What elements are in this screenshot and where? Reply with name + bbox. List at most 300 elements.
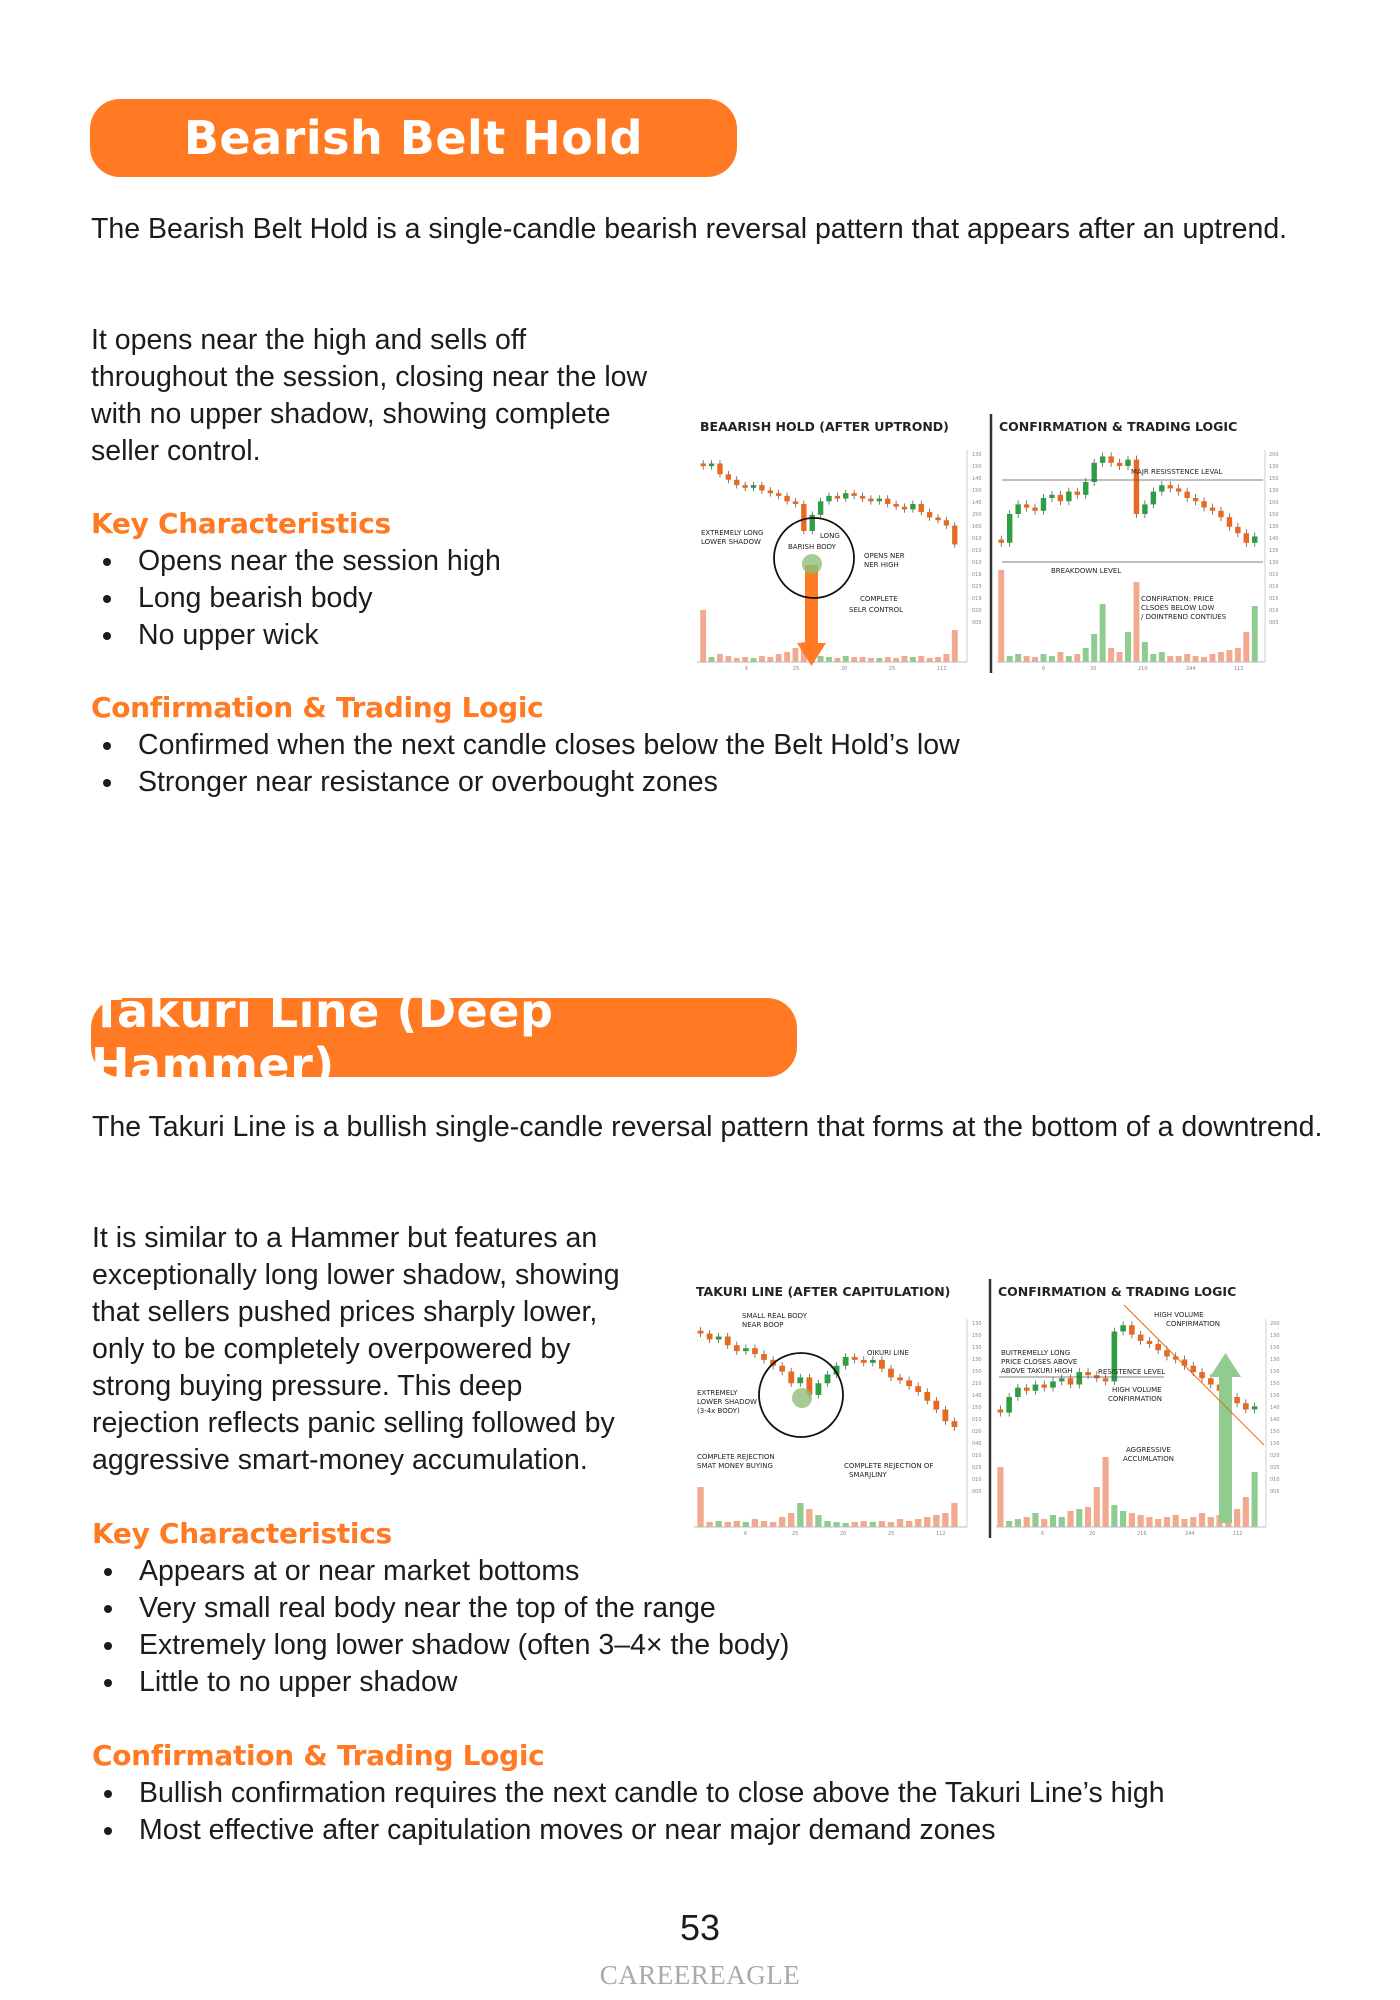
volume-bar — [700, 610, 706, 662]
volume-bar — [1138, 1515, 1144, 1527]
axis-label: 140 — [1270, 1405, 1280, 1411]
key-characteristics-heading: Key Characteristics — [92, 1517, 392, 1550]
axis-label: 010 — [972, 1477, 982, 1483]
volume-bar — [1007, 656, 1013, 662]
candle-body — [1138, 1335, 1144, 1341]
volume-bar — [1032, 1513, 1038, 1527]
tick-label: 25 — [889, 666, 896, 672]
candle-body — [1190, 1366, 1196, 1372]
axis-label: 005 — [1270, 1489, 1280, 1495]
candle-body — [726, 474, 731, 479]
candle-body — [801, 504, 806, 531]
candle-body — [761, 1354, 767, 1360]
candle-body — [1159, 485, 1164, 491]
volume-bar — [1059, 1517, 1065, 1527]
annotation-line: SELR CONTROL — [849, 606, 904, 614]
candle-body — [1125, 460, 1130, 466]
volume-left — [697, 1487, 957, 1527]
description-line: throughout the session, closing near the low — [91, 361, 648, 393]
candle-body — [1032, 508, 1037, 511]
candle-body — [927, 512, 932, 517]
candle-body — [826, 496, 831, 501]
volume-bar — [1083, 648, 1089, 662]
annotation-line: SMALL REAL BODY — [742, 1312, 807, 1320]
candle-body — [825, 1374, 831, 1383]
left-axis-labels — [972, 1321, 982, 1495]
candle-body — [788, 1372, 794, 1384]
description-line: exceptionally long lower shadow, showing — [92, 1259, 620, 1291]
candle-body — [1168, 485, 1173, 488]
volume-bar — [1190, 1517, 1196, 1527]
annotation-line: OPENS NER — [864, 552, 905, 560]
volume-bar — [851, 657, 857, 662]
volume-bar — [1159, 652, 1165, 662]
axis-label: 140 — [972, 500, 982, 506]
candle-body — [752, 1348, 758, 1354]
axis-label: 210 — [972, 1381, 982, 1387]
candle-body — [933, 1401, 939, 1410]
candle-body — [776, 493, 781, 496]
volume-bar — [942, 1513, 948, 1527]
volume-bar — [1150, 654, 1156, 662]
candle-body — [852, 1357, 858, 1360]
left-axis-labels — [972, 452, 982, 626]
candle-body — [1176, 488, 1181, 491]
tick-label: 6 — [744, 1531, 748, 1537]
volume-bar — [1076, 1509, 1082, 1527]
left-annotations — [701, 529, 905, 614]
annotation-line: PRICE CLOSES ABOVE — [1001, 1358, 1078, 1366]
brand-footer: CAREEREAGLE — [599, 1960, 801, 1990]
annotation-line: COMPLETE REJECTION — [697, 1453, 775, 1461]
volume-bar — [818, 656, 824, 662]
candle-body — [868, 499, 873, 502]
volume-right — [997, 1457, 1257, 1527]
down-arrow-shaft — [805, 565, 818, 645]
volume-bar — [1094, 1487, 1100, 1527]
bearish-belt-hold-figure — [697, 410, 1280, 675]
candle-body — [1129, 1325, 1135, 1334]
candle-body — [1033, 1385, 1039, 1391]
candle-body — [793, 501, 798, 504]
axis-label: 200 — [1269, 452, 1279, 458]
list-item: Extremely long lower shadow (often 3–4× the body) — [92, 1627, 789, 1664]
volume-bar — [1066, 656, 1072, 662]
volume-bar — [927, 658, 933, 662]
axis-label: 010 — [1269, 572, 1279, 578]
volume-bar — [1252, 1472, 1258, 1527]
candle-body — [1252, 1406, 1258, 1409]
candle-body — [851, 493, 856, 496]
volume-bar — [1252, 606, 1258, 662]
candle-body — [1252, 536, 1257, 542]
up-arrow-shaft — [1219, 1375, 1232, 1523]
volume-bar — [815, 1515, 821, 1527]
candle-body — [888, 1369, 894, 1378]
axis-label: 015 — [1269, 596, 1279, 602]
key-characteristics-list — [91, 543, 501, 654]
volume-bar — [952, 630, 958, 662]
tick-label: 25 — [888, 1531, 895, 1537]
annotation-line: HIGH VOLUME — [1112, 1386, 1162, 1394]
volume-bar — [1129, 1513, 1135, 1527]
volume-bar — [1085, 1507, 1091, 1527]
candle-body — [952, 1421, 958, 1427]
candle-body — [768, 491, 773, 494]
annotation-line: ACCUMLATION — [1123, 1455, 1174, 1463]
axis-label: 250 — [972, 512, 982, 518]
annotation-line: EXTREMELY LONG — [701, 529, 764, 537]
tick-label: 6 — [1041, 1531, 1045, 1537]
axis-label: 130 — [972, 1321, 982, 1327]
confirmation-list — [91, 727, 960, 801]
candle-body — [1199, 1372, 1205, 1378]
volume-bar — [885, 657, 891, 662]
list-item: Little to no upper shadow — [92, 1664, 789, 1701]
candle-body — [1007, 514, 1012, 543]
volume-bar — [870, 1522, 876, 1527]
right-panel-title: CONFIRMATION & TRADING LOGIC — [999, 419, 1238, 434]
volume-bar — [1234, 1509, 1240, 1527]
volume-bar — [779, 1517, 785, 1527]
volume-bar — [1201, 657, 1207, 662]
axis-label: 010 — [972, 1453, 982, 1459]
up-arrow-icon — [1210, 1353, 1241, 1377]
volume-bar — [770, 1522, 776, 1527]
axis-label: 130 — [972, 1345, 982, 1351]
tick-label: 112 — [936, 1531, 946, 1537]
axis-label: 140 — [972, 476, 982, 482]
axis-label: 010 — [1269, 608, 1279, 614]
candle-body — [935, 518, 940, 521]
candle-body — [999, 540, 1004, 543]
axis-label: 150 — [972, 1333, 982, 1339]
intro-paragraph: The Bearish Belt Hold is a single-candle bearish reversal pattern that appears after an uptrend. — [91, 213, 1288, 245]
key-characteristics-list — [92, 1553, 789, 1701]
volume-bar — [943, 654, 949, 662]
volume-bar — [1006, 1521, 1012, 1527]
candle-body — [1201, 501, 1206, 507]
left-time-ticks — [745, 666, 947, 672]
candle-body — [843, 1357, 849, 1366]
candle-body — [1085, 1372, 1091, 1375]
list-item: Confirmed when the next candle closes below the Belt Hold’s low — [91, 727, 960, 764]
candle-body — [818, 501, 823, 515]
annotation-line: NEAR BOOP — [742, 1321, 784, 1329]
volume-bar — [951, 1503, 957, 1527]
volume-bar — [1235, 648, 1241, 662]
axis-label: 130 — [1269, 524, 1279, 530]
list-item: Very small real body near the top of the range — [92, 1590, 789, 1627]
axis-label: 010 — [972, 536, 982, 542]
annotation-line: (3-4x BODY) — [697, 1407, 740, 1415]
annotation-line: ABOVE TAKURI HIGH — [1001, 1367, 1073, 1375]
axis-label: 150 — [1269, 476, 1279, 482]
volume-bar — [767, 657, 773, 662]
axis-label: 150 — [1269, 512, 1279, 518]
tick-label: 210 — [1138, 666, 1148, 672]
axis-label: 010 — [1269, 584, 1279, 590]
volume-bar — [852, 1522, 858, 1527]
candle-body — [915, 1386, 921, 1392]
candle-body — [742, 485, 747, 488]
highlight-dot — [792, 1388, 812, 1408]
page-number: 53 — [679, 1907, 721, 1948]
candle-body — [1147, 1341, 1153, 1344]
volume-bar — [833, 1522, 839, 1527]
annotation-line: OIKURI LINE — [867, 1349, 909, 1357]
annotation-line: CLSOES BELOW LOW — [1141, 604, 1215, 612]
volume-bar — [902, 656, 908, 662]
right-time-ticks — [1041, 1531, 1243, 1537]
annotation-line: LONG — [820, 532, 840, 540]
axis-label: 025 — [972, 1465, 982, 1471]
candle-body — [725, 1337, 731, 1346]
annotation-line: BARISH BODY — [788, 543, 836, 551]
tick-label: 20 — [840, 1531, 847, 1537]
axis-label: 140 — [1269, 536, 1279, 542]
volume-bar — [788, 1513, 794, 1527]
annotation-line: AGGRESSIVE — [1126, 1446, 1171, 1454]
right-panel-title: CONFIRMATION & TRADING LOGIC — [998, 1284, 1237, 1299]
volume-bar — [734, 658, 740, 662]
volume-bar — [759, 656, 765, 662]
axis-label: 130 — [972, 1357, 982, 1363]
list-item: Long bearish body — [91, 580, 501, 617]
volume-bar — [1133, 582, 1139, 662]
list-item: Bullish confirmation requires the next candle to close above the Takuri Line’s high — [92, 1775, 1165, 1812]
confirmation-heading: Confirmation & Trading Logic — [92, 1739, 545, 1772]
volume-bar — [893, 658, 899, 662]
candle-body — [734, 1345, 740, 1351]
volume-bar — [1208, 1517, 1214, 1527]
volume-bar — [1155, 1519, 1161, 1527]
candle-body — [1024, 504, 1029, 507]
volume-bar — [1218, 652, 1224, 662]
tick-label: 25 — [793, 666, 800, 672]
candle-body — [743, 1348, 749, 1351]
axis-label: 150 — [972, 488, 982, 494]
candle-body — [942, 1410, 948, 1422]
axis-label: 005 — [1269, 620, 1279, 626]
tick-label: 25 — [792, 1531, 799, 1537]
axis-label: 023 — [972, 584, 982, 590]
axis-label: 150 — [1270, 1381, 1280, 1387]
axis-label: 019 — [972, 596, 982, 602]
candle-body — [1243, 1403, 1249, 1409]
axis-label: 020 — [972, 1429, 982, 1435]
volume-bar — [1173, 1515, 1179, 1527]
volume-bar — [1210, 654, 1216, 662]
candle-body — [870, 1360, 876, 1363]
volume-bar — [1117, 652, 1123, 662]
candle-body — [877, 499, 882, 502]
axis-label: 150 — [1270, 1369, 1280, 1375]
tick-label: 6 — [745, 666, 749, 672]
candle-body — [707, 1334, 713, 1340]
axis-label: 100 — [1269, 500, 1279, 506]
candle-body — [1024, 1388, 1030, 1391]
axis-label: 005 — [972, 620, 982, 626]
candles-left — [698, 1327, 958, 1431]
candle-body — [759, 485, 764, 490]
volume-bar — [1243, 1497, 1249, 1527]
candle-body — [1015, 504, 1020, 514]
volume-bar — [752, 1519, 758, 1527]
candle-body — [1142, 504, 1147, 514]
candle-body — [879, 1360, 885, 1369]
left-panel-title: TAKURI LINE (AFTER CAPITULATION) — [696, 1284, 951, 1299]
description-line: It opens near the high and sells off — [91, 324, 527, 356]
tick-label: 112 — [1234, 666, 1244, 672]
volume-bar — [706, 1522, 712, 1527]
axis-label: 160 — [972, 524, 982, 530]
volume-bar — [715, 1521, 721, 1527]
description-line: with no upper shadow, showing complete — [91, 398, 611, 430]
volume-bar — [1193, 656, 1199, 662]
tick-label: 112 — [937, 666, 947, 672]
candle-body — [1100, 456, 1105, 462]
candle-body — [893, 504, 898, 507]
axis-label: 040 — [972, 1441, 982, 1447]
volume-bar — [1120, 1511, 1126, 1527]
volume-bar — [717, 654, 723, 662]
annotation-line: SMAT MONEY BUYING — [697, 1462, 773, 1470]
volume-bar — [1100, 604, 1106, 662]
axis-label: 200 — [1270, 1321, 1280, 1327]
volume-bar — [860, 657, 866, 662]
volume-bar — [1015, 1519, 1021, 1527]
confirmation-heading: Confirmation & Trading Logic — [91, 691, 544, 724]
annotation-line: COMPLETE REJECTION OF — [844, 1462, 934, 1470]
axis-label: 150 — [1270, 1429, 1280, 1435]
description-line: that sellers pushed prices sharply lower, — [92, 1296, 598, 1328]
axis-label: 150 — [1270, 1393, 1280, 1399]
volume-bar — [742, 657, 748, 662]
axis-label: 020 — [972, 608, 982, 614]
volume-bar — [1024, 656, 1030, 662]
candles-right — [999, 452, 1258, 546]
candle-body — [835, 496, 840, 499]
list-item: Most effective after capitulation moves or near major demand zones — [92, 1812, 1165, 1849]
candle-body — [1015, 1388, 1021, 1397]
axis-label: 150 — [1270, 1441, 1280, 1447]
axis-label: 130 — [1269, 488, 1279, 494]
candle-body — [1058, 495, 1063, 501]
left-time-ticks — [744, 1531, 946, 1537]
volume-bar — [868, 658, 874, 662]
annotation-line: CONFIRMATION — [1108, 1395, 1162, 1403]
volume-bar — [918, 656, 924, 662]
axis-label: 130 — [1269, 464, 1279, 470]
candle-body — [1234, 1397, 1240, 1403]
candle-body — [1103, 1378, 1109, 1381]
volume-bar — [806, 1509, 812, 1527]
description-line: strong buying pressure. This deep — [92, 1370, 523, 1402]
candle-body — [885, 499, 890, 504]
volume-bar — [1049, 656, 1055, 662]
axis-label: 150 — [1270, 1345, 1280, 1351]
tick-label: 20 — [841, 666, 848, 672]
volume-bar — [1091, 634, 1097, 662]
volume-bar — [1050, 1515, 1056, 1527]
candle-body — [952, 526, 957, 545]
volume-bar — [843, 656, 849, 662]
annotation-line: CONFIRATION: PRICE — [1141, 595, 1214, 603]
volume-bar — [1184, 654, 1190, 662]
section-title-takuri-line: Takuri Line (Deep Hammer) — [91, 998, 797, 1077]
annotation-line: EXTREMELY — [697, 1389, 738, 1397]
right-axis-labels — [1269, 452, 1279, 626]
axis-label: 140 — [1270, 1417, 1280, 1423]
axis-label: 150 — [972, 1405, 982, 1411]
key-characteristics-heading: Key Characteristics — [91, 507, 391, 540]
candle-body — [779, 1366, 785, 1372]
axis-label: 010 — [972, 1417, 982, 1423]
volume-bar — [743, 1522, 749, 1527]
candle-body — [910, 504, 915, 509]
list-item: No upper wick — [91, 617, 501, 654]
annotation-line: LOWER SHADOW — [701, 538, 761, 546]
tick-label: 6 — [1042, 666, 1046, 672]
volume-bar — [935, 657, 941, 662]
confirmation-list — [92, 1775, 1165, 1849]
axis-label: 150 — [972, 1369, 982, 1375]
description-line: It is similar to a Hammer but features an — [92, 1222, 598, 1254]
annotation-line: COMPLETE — [860, 595, 898, 603]
candle-body — [716, 1337, 722, 1340]
candle-body — [1006, 1397, 1012, 1413]
volume-bar — [1111, 1505, 1117, 1527]
candle-body — [861, 1360, 867, 1363]
volume-bar — [725, 1522, 731, 1527]
axis-label: 016 — [972, 572, 982, 578]
axis-label: 130 — [972, 452, 982, 458]
volume-bar — [776, 654, 782, 662]
volume-left — [700, 610, 957, 662]
axis-label: 025 — [1270, 1465, 1280, 1471]
candle-body — [1068, 1378, 1074, 1384]
volume-bar — [1015, 654, 1021, 662]
volume-bar — [1041, 1519, 1047, 1527]
volume-bar — [826, 657, 832, 662]
candle-body — [751, 485, 756, 488]
volume-bar — [924, 1517, 930, 1527]
volume-bar — [734, 1521, 740, 1527]
annotation-line: NER HIGH — [864, 561, 899, 569]
candle-body — [1208, 1378, 1214, 1384]
annotation-line: RESISTENCE LEVEL — [1098, 1368, 1166, 1376]
candle-body — [906, 1380, 912, 1386]
volume-bar — [761, 1521, 767, 1527]
annotation-line: HIGH VOLUME — [1154, 1311, 1204, 1319]
annotation-line: SMARJLINY — [849, 1471, 887, 1479]
candle-body — [1041, 498, 1046, 511]
candle-body — [1059, 1378, 1065, 1381]
volume-bar — [1167, 656, 1173, 662]
volume-bar — [1074, 654, 1080, 662]
description-line: seller control. — [91, 435, 261, 467]
volume-bar — [1108, 648, 1114, 662]
volume-bar — [888, 1522, 894, 1527]
candle-body — [1075, 492, 1080, 495]
volume-bar — [725, 656, 731, 662]
volume-bar — [1164, 1517, 1170, 1527]
axis-label: 135 — [1269, 548, 1279, 554]
axis-label: 140 — [972, 1393, 982, 1399]
annotation-line: MAJR RESISSTENCE LEVAL — [1131, 468, 1223, 476]
section-title-bearish-belt-hold: Bearish Belt Hold — [90, 99, 737, 177]
